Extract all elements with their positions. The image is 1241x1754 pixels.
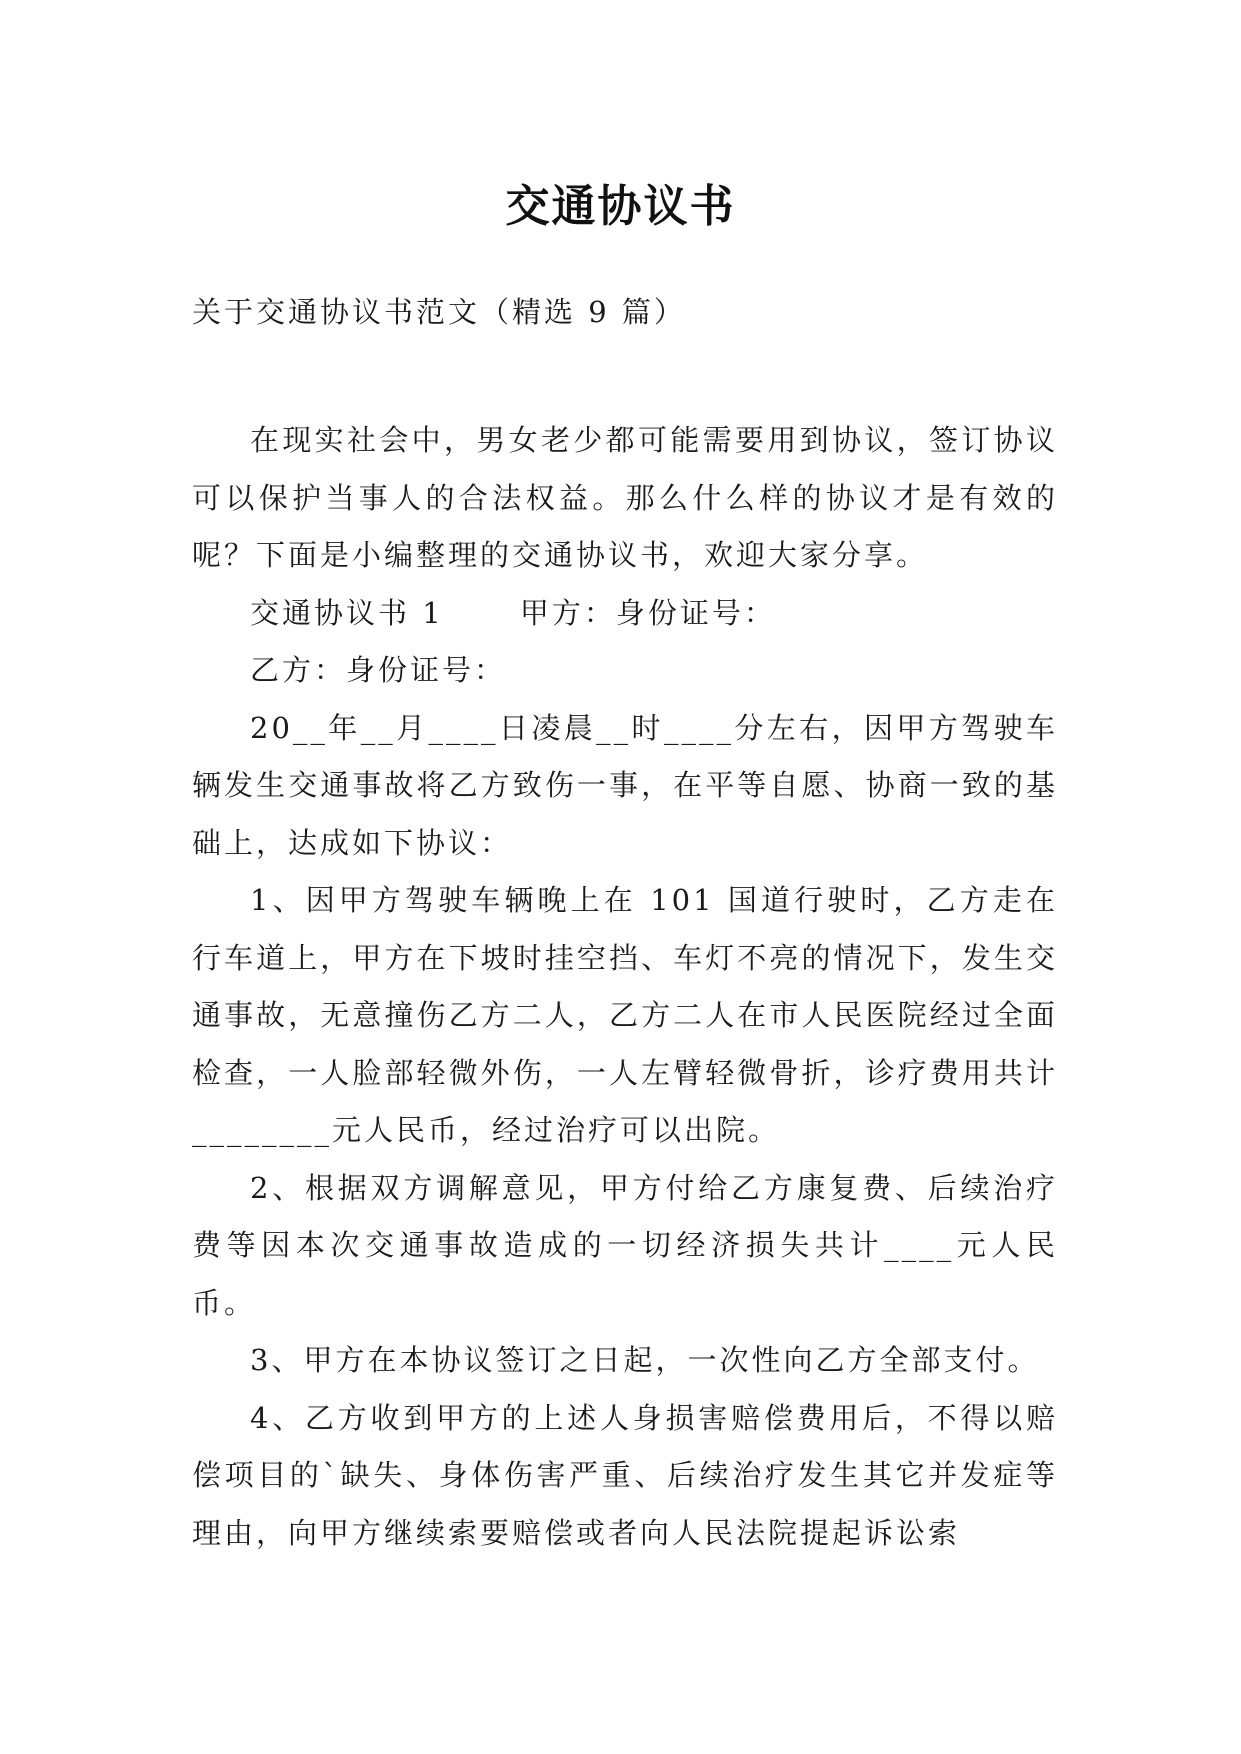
paragraph-intro: 在现实社会中，男女老少都可能需要用到协议，签订协议可以保护当事人的合法权益。那么什么样的协议才是有效的呢？下面是小编整理的交通协议书，欢迎大家分享。 bbox=[192, 423, 1058, 572]
paragraph-clause-2: 2、根据双方调解意见，甲方付给乙方康复费、后续治疗费等因本次交通事故造成的一切经济损失共计____元人民币。 bbox=[192, 1170, 1058, 1320]
document-body bbox=[192, 412, 1058, 1562]
paragraph-accident: 20__年__月____日凌晨__时____分左右，因甲方驾驶车辆发生交通事故将乙方致伤一事，在平等自愿、协商一致的基础上，达成如下协议： bbox=[192, 710, 1058, 860]
paragraph-party-b: 乙方：身份证号： bbox=[250, 653, 507, 687]
paragraph-party-a: 交通协议书 1 甲方：身份证号： bbox=[250, 595, 776, 630]
document-title: 交通协议书 bbox=[505, 181, 736, 233]
paragraph-clause-1: 1、因甲方驾驶车辆晚上在 101 国道行驶时，乙方走在行车道上，甲方在下坡时挂空挡、车灯不亮的情况下，发生交通事故，无意撞伤乙方二人，乙方二人在市人民医院经过全面检查，一人脸部轻微外伤，一人左臂轻微骨折，诊疗费用共计________元人民币，经过治疗可以出院。 bbox=[192, 883, 1058, 1147]
document-subtitle: 关于交通协议书范文（精选 9 篇） bbox=[192, 295, 686, 329]
paragraph-clause-4: 4、乙方收到甲方的上述人身损害赔偿费用后，不得以赔偿项目的`缺失、身体伤害严重、后续治疗发生其它并发症等理由，向甲方继续索要赔偿或者向人民法院提起诉讼索 bbox=[192, 1400, 1058, 1550]
paragraph-clause-3: 3、甲方在本协议签订之日起，一次性向乙方全部支付。 bbox=[250, 1343, 1040, 1377]
